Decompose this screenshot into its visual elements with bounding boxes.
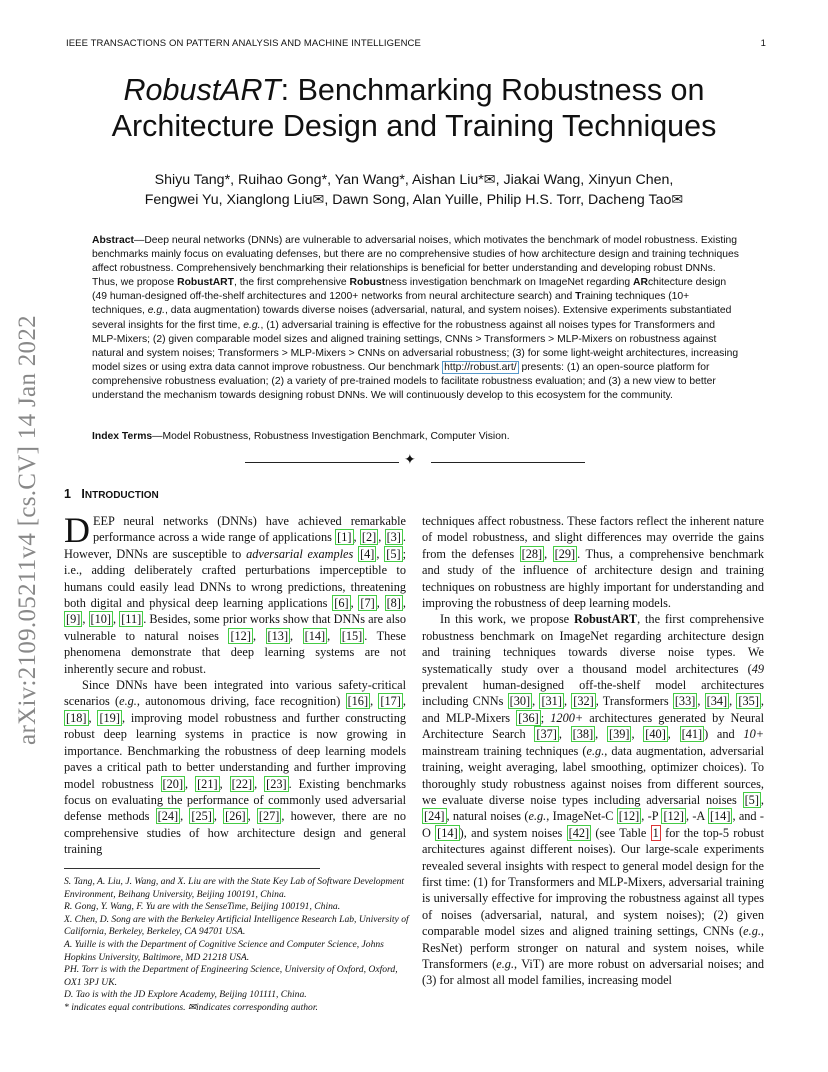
title-line2: Architecture Design and Training Techniques [111,109,717,143]
abstract-label: Abstract [92,235,134,246]
text-run: , and -O [422,809,764,840]
text-run: Since DNNs have been integrated into various safety-critical scenarios ( [64,678,406,709]
abstract [92,234,740,403]
text-run: , -A [685,809,708,824]
text-run: 49 [751,661,764,676]
text-run: prevalent human-designed off-the-shelf model architectures including CNNs [422,678,764,709]
section-divider [245,453,585,468]
citation-link[interactable]: [37] [536,727,557,742]
text-run: , autonomous driving, face recognition) [136,694,346,709]
authors-line2: Fengwei Yu, Xianglong Liu✉, Dawn Song, Alan Yuille, Philip H.S. Torr, Dacheng Tao✉ [144,192,684,208]
text-run: , ImageNet-C [546,809,617,824]
text-run: In this work, we propose [440,612,574,627]
citation-link[interactable]: [22] [231,776,253,791]
section-heading [64,487,159,501]
footnote: R. Gong, Y. Wang, F. Yu are with the SenseTime, Beijing 100191, China. [64,901,341,913]
text-run: RobustART [573,612,638,627]
citation-link[interactable]: [20] [162,776,184,791]
citation-link[interactable]: [5] [744,792,759,807]
abstract-text: , the first comprehensive [233,277,350,289]
footnote: X. Chen, D. Song are with the Berkeley Artificial Intelligence Research Lab, University of California, Berkeley, Berkeley, CA 94701 USA. [64,913,409,938]
citation-link[interactable]: [28] [521,546,543,561]
divider-line-right [431,462,585,463]
left-column [64,510,407,858]
text-run: , data augmentation, adversarial training, weight averaging, label smoothing, optimizer choices). To thoroughly study robustness against noises from different sources, we evaluate diverse noise types including adversarial noises [422,743,764,807]
intro-paragraph-4: In this work, we propose RobustART, the first comprehensive robustness benchmark on ImageNet regarding architecture design and training techniques towards diverse noise types. We systematically study over a thousand model architectures (49 prevalent human-designed off-the-shelf model architectures including CNNs [30] , [31] , [32] , Transformers [33] , [34] , [35] , and MLP-Mixers [36] ; 1200+ architectures generated by Neural Architecture Search [37] , [38] , [39] , [40] , [41] ) and 10+ mainstream training techniques (e.g., data augmentation, adversarial training, weight averaging, label smoothing, optimizer choices). To thoroughly study robustness against noises from different sources, we evaluate diverse noise types including adversarial noises [5] , [24] , natural noises (e.g., ImageNet-C [12] , -P [12] , -A [14] , and -O [14] ), and system noises [42] (see Table 1 for the top-5 robust architectures against different noises). Our large-scale experiments revealed several insights with respect to general model design for the first time: (1) for Transformers and MLP-Mixers, adversarial training is universally effective for improving the robustness against all types of noises (adversarial, natural, and system noises); (2) given comparable model sizes and aligned training settings, CNNs (e.g., ResNet) perform stronger on natural and system noises, while Transformers (e.g., ViT) are more robust on adversarial noises; and (3) for almost all model families, increasing model [422,612,765,988]
page-number: 1 [760,38,766,49]
right-column [422,513,764,989]
text-run: , and MLP-Mixers [422,694,764,725]
index-terms-text: —Model Robustness, Robustness Investigation Benchmark, Computer Vision. [152,431,510,442]
citation-link[interactable]: [39] [608,727,630,742]
citation-link[interactable]: [42] [568,825,590,840]
citation-link[interactable]: [12] [663,809,684,824]
abstract-italic: e.g. [147,305,166,317]
abstract-text: raining techniques (10+ techniques, [92,291,690,317]
text-run: EEP neural networks (DNNs) have achieved remarkable performance across a wide range of applications [93,514,406,545]
footnote-rule [64,868,320,869]
abstract-bold: RobustART [177,277,234,289]
text-run: , ResNet) perform stronger on natural and system noises, while Transformers ( [422,924,764,971]
citation-link[interactable]: [33] [674,694,696,709]
authors-line1: Shiyu Tang*, Ruihao Gong*, Yan Wang*, Aishan Liu*✉, Jiakai Wang, Xinyun Chen, [154,172,674,188]
abstract-text: presents: (1) an open-source platform for comprehensive robustness evaluation; (2) a variety of pre-trained models to facilitate robustness evaluation; and (3) a new view to better understand the mechanism towards designing robust DNNs. We will continuously develop to this ecosystem for the community. [92,361,716,402]
table-link[interactable]: 1 [652,825,659,840]
citation-link[interactable]: [40] [645,727,666,742]
text-run: e.g. [586,743,605,758]
footnote: D. Tao is with the JD Explore Academy, Beijing 101111, China. [64,989,307,1001]
citation-link[interactable]: [14] [304,628,326,643]
running-header [66,38,766,49]
citation-link[interactable]: [29] [554,546,576,561]
abstract-text: , data augmentation) towards diverse noises (adversarial, natural, and system noises). Extensive experiments substantiated several insights for the first time, [92,305,732,331]
abstract-bold: Robust [349,277,386,289]
citation-link[interactable]: [15] [341,628,363,643]
paper-title [40,72,788,144]
arxiv-stamp [8,290,48,770]
text-run: . These phenomena demonstrate that deep learning systems are not inherently secure and robust. [64,628,407,676]
text-run: , Transformers [595,694,673,709]
abstract-text: chitecture design (49 human-designed off-the-shelf architectures and 1200+ networks from neural architecture search) and [92,277,727,303]
title-name: RobustART [123,73,281,107]
abstract-bold: T [575,291,582,303]
section-title-first: I [81,487,85,501]
text-run: , however, there are no comprehensive studies of how architecture design and general training [64,809,406,857]
abstract-text: ness investigation benchmark on ImageNet regarding [385,277,633,289]
text-run: , ViT) are more robust on adversarial noises; and (3) for almost all model families, increasing model [422,956,765,988]
text-run: mainstream training techniques ( [422,743,587,758]
citation-link[interactable]: [30] [509,694,531,709]
footnote: PH. Torr is with the Department of Engineering Science, University of Oxford, Oxford, OX1 3PJ UK. [64,964,398,988]
abstract-italic: e.g. [243,319,261,331]
divider-line-left [245,462,399,463]
citation-link[interactable]: [14] [709,809,731,824]
abstract-text: , (1) adversarial training is effective for the robustness against all noises types for Transformers and MLP-Mixers; (2) given comparable model sizes and aligned training settings, CNNs > Transformers > MLP-Mixers on robustness against natural and system noises; Transformers > MLP-Mixers > CNNs on adversarial robustness; (3) for some light-weight architectures, increasing model sizes or using extra data cannot improve robustness. Our benchmark [92,319,739,373]
section-title-rest: NTRODUCTION [84,490,159,501]
text-run: e.g. [743,924,761,939]
citation-link[interactable]: [11] [121,612,142,627]
text-run: ) and [704,727,744,742]
drop-cap: D [64,510,90,550]
citation-link[interactable]: [12] [230,628,251,643]
citation-link[interactable]: [14] [437,825,458,840]
citation-link[interactable]: [3] [386,530,401,545]
text-run: adversarial examples [246,546,354,561]
citation-link[interactable]: [35] [738,694,759,709]
citation-link[interactable]: [24] [424,809,445,824]
text-run: 10+ [743,727,765,742]
text-run: ; i.e., adding deliberately crafted perturbations imperceptible to humans could easily lead DNNs to wrong predictions, threatening both digital and physical deep learning applications [64,546,407,611]
citation-link[interactable]: [21] [197,776,218,791]
citation-link[interactable]: [13] [267,628,289,643]
benchmark-link[interactable]: http://robust.art/ [444,361,517,373]
citation-link[interactable]: [41] [681,727,703,742]
arxiv-id: arXiv:2109.05211v4 [cs.CV] 14 Jan 2022 [14,315,41,745]
citation-link[interactable]: [12] [618,809,640,824]
section-number: 1 [64,487,71,501]
citation-link[interactable]: [2] [361,530,377,545]
citation-link[interactable]: [26] [225,809,246,824]
citation-link[interactable]: [6] [334,596,349,611]
citation-link[interactable]: [25] [191,809,212,824]
text-run: techniques affect robustness. These factors reflect the inherent nature of model robustness, and slight differences may override the gains from the defenses [422,514,764,561]
citation-link[interactable]: [9] [66,612,81,627]
footnote: S. Tang, A. Liu, J. Wang, and X. Liu are with the State Key Lab of Software Development Environment, Beihang University, Beijing 100191, China. [64,876,405,900]
text-run: , -P [641,809,662,824]
footnotes [64,876,409,1015]
citation-link[interactable]: [23] [266,776,287,791]
citation-link[interactable]: [7] [360,596,375,611]
text-run: ; [540,710,551,725]
citation-link[interactable]: [8] [386,596,401,611]
footnote: * indicates equal contributions. ✉indicates corresponding author. [64,1001,318,1013]
text-run: , improving model robustness and further constructing robust deep learning systems in practice is now growing in importance. Benchmarking the robustness of deep learning models paves a critical path to better understanding and further improving model robustness [64,710,406,791]
author-list [60,170,768,210]
text-run: e.g. [528,809,547,824]
citation-link[interactable]: [34] [706,694,728,709]
title-rest: : Benchmarking Robustness on [280,73,705,107]
text-run: , natural noises ( [446,809,529,824]
text-run: . Besides, some prior works show that DNNs are also vulnerable to natural noises [64,612,406,643]
index-terms-label: Index Terms [92,431,153,442]
intro-paragraph-1: DEEP neural networks (DNNs) have achieved remarkable performance across a wide range of applications [1] , [2] , [3] . However, DNNs are susceptible to adversarial examples [4] , [5] ; i.e., adding deliberately crafted perturbations imperceptible to humans could easily lead DNNs to wrong predictions, threatening both digital and physical deep learning applications [6] , [7] , [8] , [9] , [10] , [11] . Besides, some prior works show that DNNs are also vulnerable to natural noises [12] , [13] , [14] , [15] . These phenomena demonstrate that deep learning systems are not inherently secure and robust. [64,510,407,676]
citation-link[interactable]: [36] [518,710,539,725]
text-run: , the first comprehensive robustness benchmark on ImageNet regarding architecture design and training techniques towards diverse noise types. We systematically study over a thousand model architectures ( [422,612,764,676]
text-run: architectures generated by Neural Architecture Search [422,710,765,742]
citation-link[interactable]: [5] [386,546,401,561]
citation-link[interactable]: [18] [66,710,87,725]
footnote: A. Yuille is with the Department of Cognitive Science and Computer Science, Johns Hopkins University, Baltimore, MD 21218 USA. [64,938,384,963]
intro-paragraph-2: Since DNNs have been integrated into various safety-critical scenarios (e.g., autonomous driving, face recognition) [16] , [17] , [18] , [19] , improving model robustness and further constructing robust deep learning systems in practice is now growing in importance. Benchmarking the robustness of deep learning models paves a critical path to better understanding and further improving model robustness [20] , [21] , [22] , [23] . Existing benchmarks focus on evaluating the performance of commonly used adversarial defense methods [24] , [25] , [26] , [27] , however, there are no comprehensive studies of how architecture design and general training [64,678,407,857]
text-run: . However, DNNs are susceptible to [64,530,406,561]
citation-link[interactable]: [32] [573,694,594,709]
citation-link[interactable]: [1] [337,530,352,545]
divider-star-icon: ✦ [404,453,416,468]
text-run: . Existing benchmarks focus on evaluating the performance of commonly used adversarial defense methods [64,776,407,824]
citation-link[interactable]: [27] [258,809,280,824]
intro-paragraph-3: techniques affect robustness. These factors reflect the inherent nature of model robustness, and slight differences may override the gains from the defenses [28] , [29] . Thus, a comprehensive benchmark and study of the influence of architecture design and training techniques on robustness are highly important for understanding and improving the robustness of deep learning models. [422,514,764,611]
citation-link[interactable]: [17] [380,694,401,709]
text-run: 1200+ [550,710,584,725]
citation-link[interactable]: [38] [572,727,594,742]
citation-link[interactable]: [19] [99,710,120,725]
abstract-bold: AR [633,277,648,289]
text-run: e.g. [496,956,515,971]
citation-link[interactable]: [24] [157,809,179,824]
citation-link[interactable]: [31] [541,694,562,709]
abstract-text: —Deep neural networks (DNNs) are vulnerable to adversarial noises, which motivates the benchmark of model robustness. Existing benchmarks mainly focus on evaluating defenses, but there are no comprehensive studies of how architecture design and training techniques affect robustness. Comprehensively benchmarking their relationships is beneficial for better understanding and developing robust DNNs. Thus, we propose [92,235,739,289]
text-run: e.g. [119,694,137,709]
citation-link[interactable]: [16] [347,694,369,709]
citation-link[interactable]: [4] [360,546,375,561]
text-run: ), and system noises [459,825,567,840]
index-terms [92,431,740,442]
citation-link[interactable]: [10] [90,612,112,627]
text-run: (see Table [591,825,651,840]
text-run: . Thus, a comprehensive benchmark and study of the influence of architecture design and training techniques on robustness are highly important for understanding and improving the robustness of deep learning models. [422,546,764,611]
text-run: for the top-5 robust architectures against different noises). Our large-scale experiments revealed several insights with respect to general model design for the first time: (1) for Transformers and MLP-Mixers, adversarial training is universally effective for improving the robustness against all types of noises (adversarial, natural, and system noises); (2) given comparable model sizes and aligned training settings, CNNs ( [422,825,765,939]
journal-name: IEEE TRANSACTIONS ON PATTERN ANALYSIS AND MACHINE INTELLIGENCE [66,38,421,49]
